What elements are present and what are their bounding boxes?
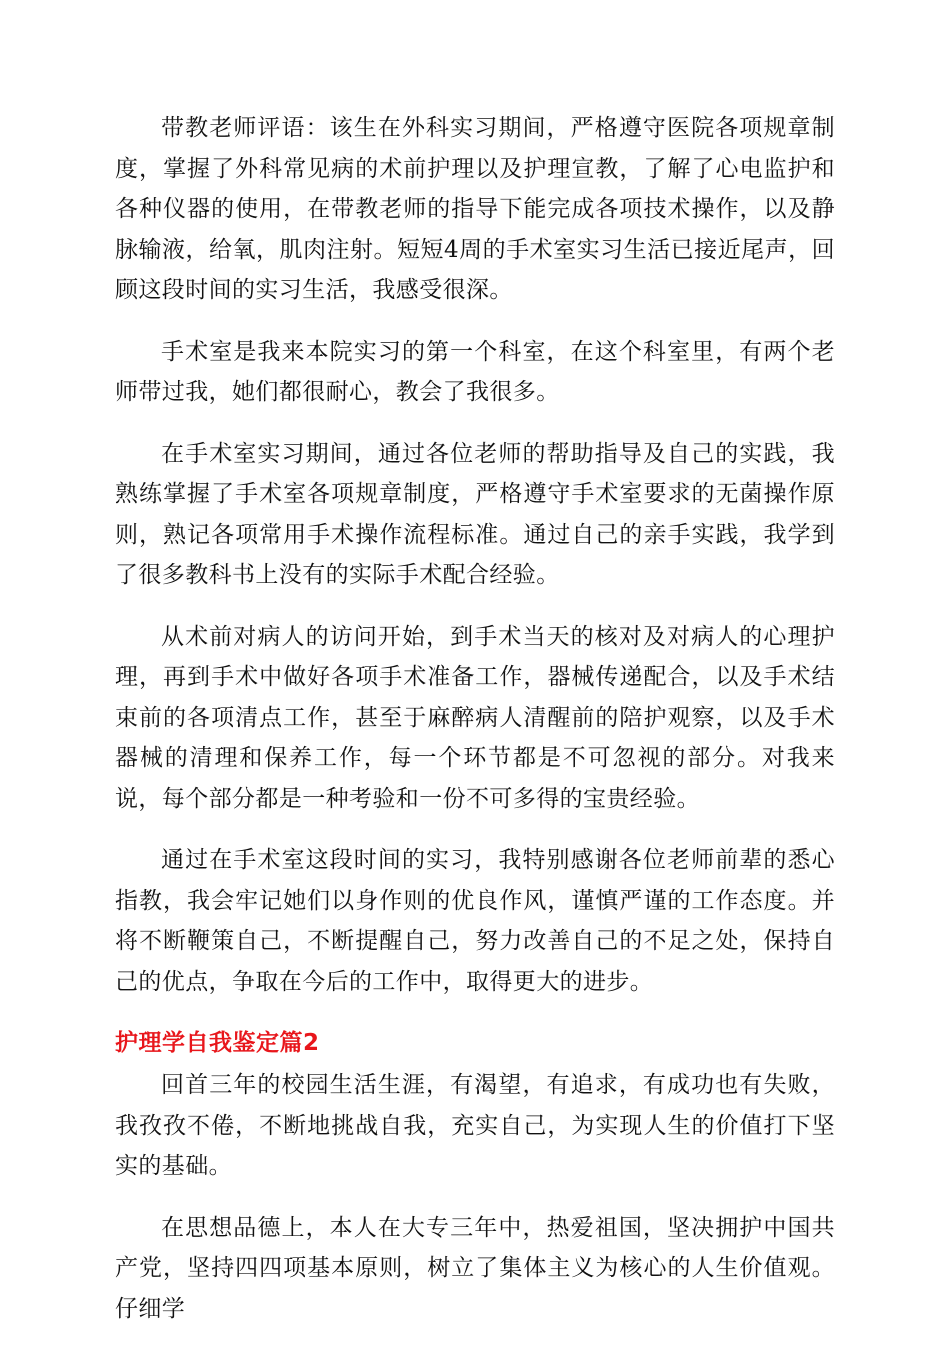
paragraph-internship-period: 在手术室实习期间，通过各位老师的帮助指导及自己的实践，我熟练掌握了手术室各项规章制度，严格遵守手术室要求的无菌操作原则，熟记各项常用手术操作流程标准。通过自己的亲手实践，我学到了很多教科书上没有的实际手术配合经验。 bbox=[115, 440, 835, 588]
paragraph-ideology: 在思想品德上，本人在大专三年中，热爱祖国，坚决拥护中国共产党，坚持四四项基本原则，树立了集体主义为核心的人生价值观。仔细学 bbox=[115, 1214, 835, 1322]
paragraph-gratitude: 通过在手术室这段时间的实习，我特别感谢各位老师前辈的悉心指教，我会牢记她们以身作则的优良作风，谨慎严谨的工作态度。并将不断鞭策自己，不断提醒自己，努力改善自己的不足之处，保持自己的优点，争取在今后的工作中，取得更大的进步。 bbox=[115, 847, 835, 995]
paragraph-campus-life: 回首三年的校园生活生涯，有渴望，有追求，有成功也有失败，我孜孜不倦，不断地挑战自我，充实自己，为实现人生的价值打下坚实的基础。 bbox=[115, 1072, 835, 1179]
document-body bbox=[115, 108, 835, 1350]
section-heading: 护理学自我鉴定篇2 bbox=[115, 1030, 320, 1056]
paragraph-surgery-process: 从术前对病人的访问开始，到手术当天的核对及对病人的心理护理，再到手术中做好各项手术准备工作，器械传递配合，以及手术结束前的各项清点工作，甚至于麻醉病人清醒前的陪护观察，以及手术器械的清理和保养工作，每一个环节都是不可忽视的部分。对我来说，每个部分都是一种考验和一份不可多得的宝贵经验。 bbox=[115, 623, 835, 812]
paragraph-teacher-comment: 带教老师评语：该生在外科实习期间，严格遵守医院各项规章制度，掌握了外科常见病的术前护理以及护理宣教，了解了心电监护和各种仪器的使用，在带教老师的指导下能完成各项技术操作，以及静脉输液，给氧，肌肉注射。短短4周的手术室实习生活已接近尾声，回顾这段时间的实习生活，我感受很深。 bbox=[115, 115, 835, 303]
paragraph-first-department: 手术室是我来本院实习的第一个科室，在这个科室里，有两个老师带过我，她们都很耐心，教会了我很多。 bbox=[115, 338, 835, 405]
